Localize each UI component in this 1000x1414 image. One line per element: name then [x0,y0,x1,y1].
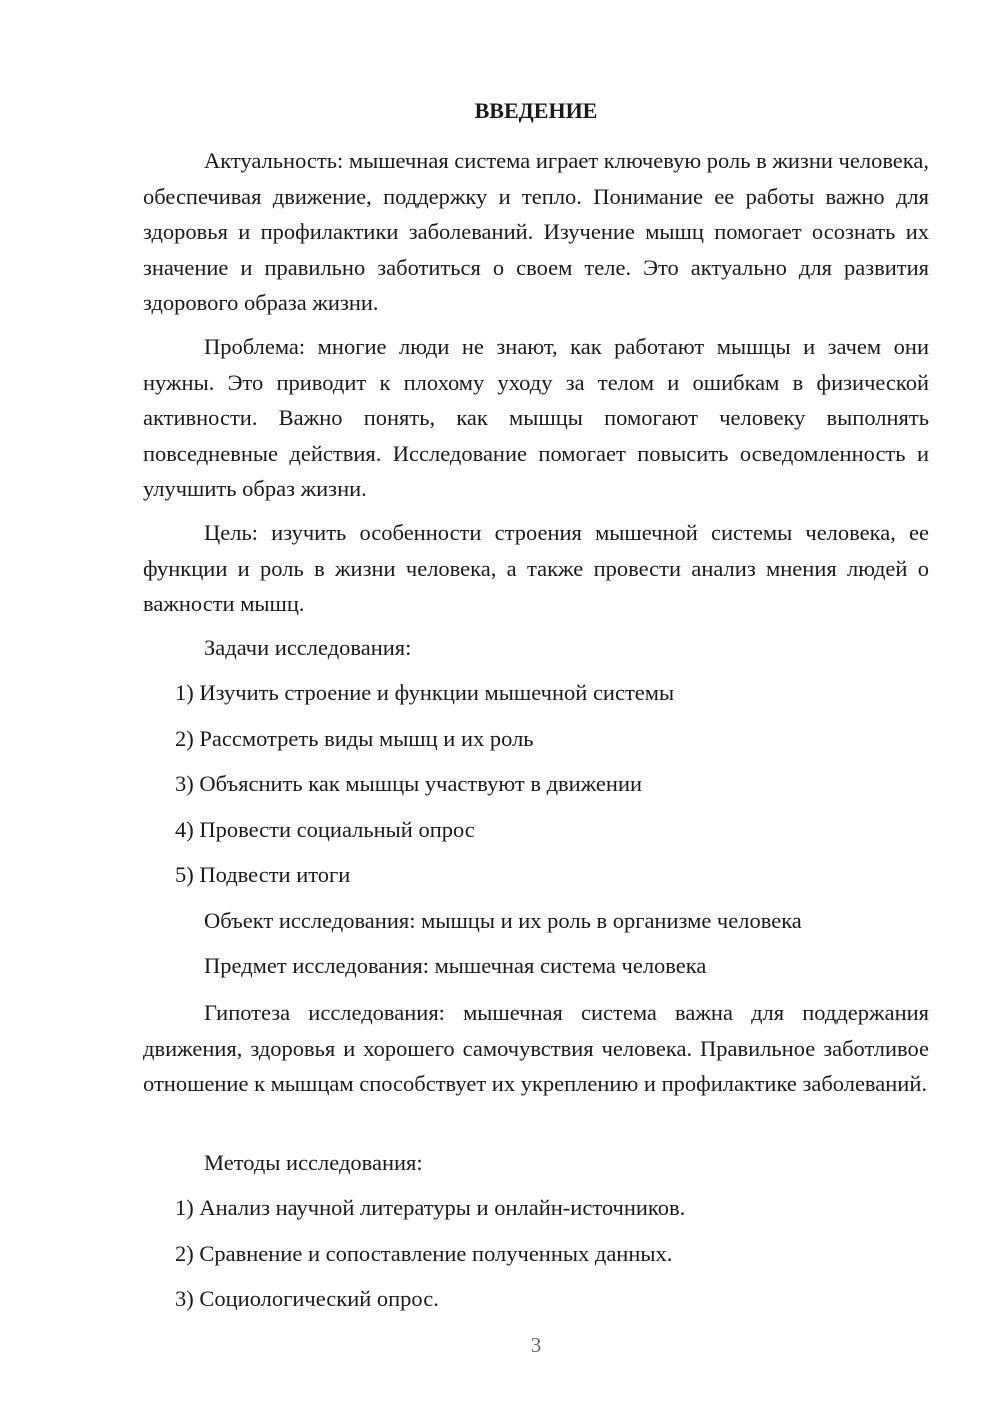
task-item-1: 1) Изучить строение и функции мышечной системы [175,680,675,705]
task-item-4: 4) Провести социальный опрос [175,817,475,842]
method-item-3: 3) Социологический опрос. [175,1286,439,1311]
methods-label: Методы исследования: [204,1150,423,1175]
relevance-paragraph: Актуальность: мышечная система играет ключевую роль в жизни человека, обеспечивая движение, поддержку и тепло. Понимание ее работы важно для здоровья и профилактики заболеваний. Изучение мышц помогает осознать их значение и правильно заботиться о своем теле. Это актуально для развития здорового образа жизни. [143,148,929,315]
hypothesis-paragraph: Гипотеза исследования: мышечная система важна для поддержания движения, здоровья и хорошего самочувствия человека. Правильное заботливое отношение к мышцам способствует их укреплению и профилактике заболеваний. [143,1000,929,1096]
task-item-2: 2) Рассмотреть виды мышц и их роль [175,726,534,751]
section-heading: ВВЕДЕНИЕ [474,98,598,123]
problem-paragraph: Проблема: многие люди не знают, как работают мышцы и зачем они нужны. Это приводит к плохому уходу за телом и ошибкам в физической активности. Важно понять, как мышцы помогают человеку выполнять повседневные действия. Исследование помогает повысить осведомленность и улучшить образ жизни. [143,334,929,501]
goal-paragraph: Цель: изучить особенности строения мышечной системы человека, ее функции и роль в жизни человека, а также провести анализ мнения людей о важности мышц. [143,520,929,616]
research-object: Объект исследования: мышцы и их роль в организме человека [204,908,802,933]
research-subject: Предмет исследования: мышечная система человека [204,953,707,978]
method-item-2: 2) Сравнение и сопоставление полученных данных. [175,1241,673,1266]
task-item-5: 5) Подвести итоги [175,862,351,887]
method-item-1: 1) Анализ научной литературы и онлайн-источников. [175,1195,686,1220]
task-item-3: 3) Объяснить как мышцы участвуют в движении [175,771,643,796]
tasks-label: Задачи исследования: [204,635,412,660]
page-number: 3 [530,1333,542,1357]
